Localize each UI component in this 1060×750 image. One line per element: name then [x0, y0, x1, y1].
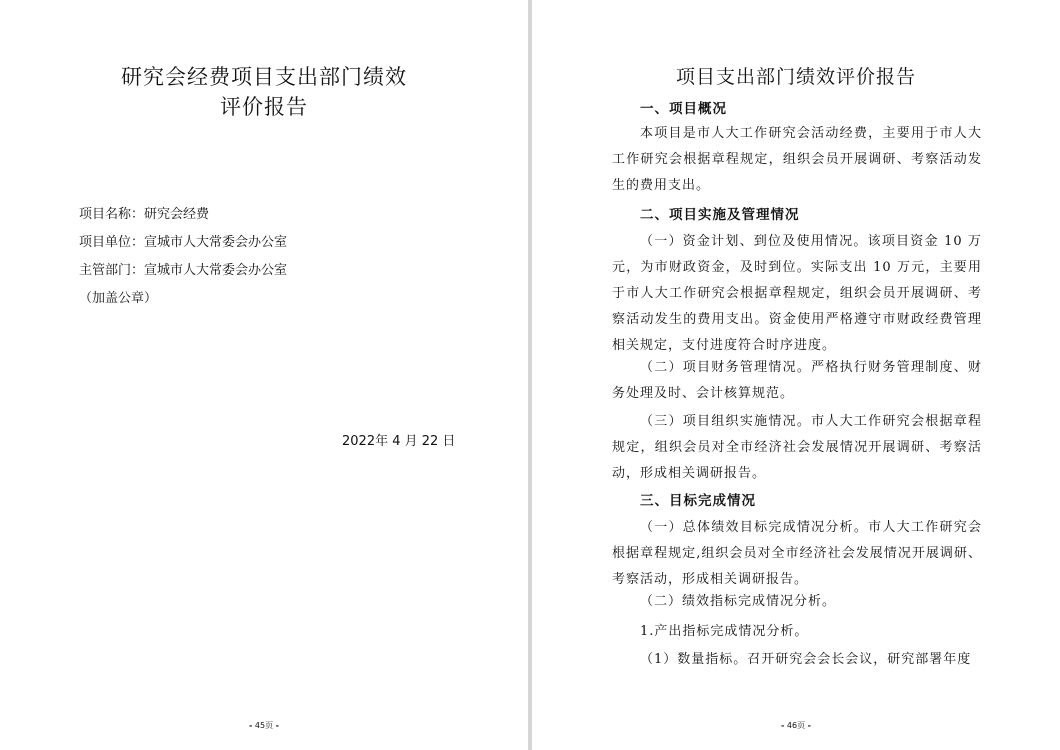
section3-paragraph-4: （1）数量指标。召开研究会会长会议，研究部署年度	[640, 652, 972, 667]
page-number-46-text: 46页	[786, 721, 806, 730]
project-unit-row	[79, 234, 287, 252]
section3-heading: 三、目标完成情况	[640, 493, 756, 509]
project-name-value: 研究会经费	[144, 207, 210, 222]
report-title: 项目支出部门绩效评价报告	[675, 66, 916, 88]
project-unit-label: 项目单位：	[79, 235, 145, 250]
document-page-45	[0, 0, 528, 750]
section3-paragraph-1: （一）总体绩效目标完成情况分析。市人大工作研究会根据章程规定,组织会员对全市经济社会发展情况开展调研、考察活动，形成相关调研报告。	[612, 520, 982, 587]
page-number-dash-left: -	[249, 721, 253, 730]
section1-paragraph-1: 本项目是市人大工作研究会活动经费，主要用于市人大工作研究会根据章程规定，组织会员开展调研、考察活动发生的费用支出。	[612, 126, 982, 193]
page-number-dash-left: -	[781, 721, 785, 730]
section3-paragraph-2: （二）绩效指标完成情况分析。	[640, 594, 837, 609]
section2-paragraph-1: （一）资金计划、到位及使用情况。该项目资金 10 万元，为市财政资金，及时到位。实际支出 10 万元，主要用于市人大工作研究会根据章程规定，组织会员开展调研、考察活动发生的费用支出。资金使用严格遵守市财政经费管理相关规定，支付进度符合时序进度。	[612, 234, 982, 353]
supervising-dept-value: 宣城市人大常委会办公室	[144, 263, 288, 278]
cover-title-line-1: 研究会经费项目支出部门绩效	[121, 65, 407, 89]
page-number-dash-right: -	[807, 721, 811, 730]
seal-note: （加盖公章）	[79, 291, 158, 306]
project-name-label: 项目名称：	[79, 207, 145, 222]
section2-heading: 二、项目实施及管理情况	[640, 207, 800, 223]
project-unit-value: 宣城市人大常委会办公室	[144, 235, 288, 250]
supervising-dept-label: 主管部门：	[79, 263, 145, 278]
document-page-46	[532, 0, 1060, 750]
supervising-dept-row	[79, 262, 287, 280]
section2-paragraph-2: （二）项目财务管理情况。严格执行财务管理制度、财务处理及时、会计核算规范。	[612, 360, 982, 401]
page-number-dash-right: -	[275, 721, 279, 730]
section3-paragraph-3: 1.产出指标完成情况分析。	[640, 624, 809, 639]
page-number-45	[0, 720, 528, 731]
cover-title-line-2: 评价报告	[220, 95, 308, 119]
section2-paragraph-3: （三）项目组织实施情况。市人大工作研究会根据章程规定，组织会员对全市经济社会发展情况开展调研、考察活动，形成相关调研报告。	[612, 414, 982, 481]
page-number-46	[532, 720, 1060, 731]
cover-date: 2022年 4 月 22 日	[342, 434, 456, 449]
project-name-row	[79, 206, 209, 224]
section1-heading: 一、项目概况	[640, 101, 727, 117]
page-number-45-text: 45页	[254, 721, 274, 730]
